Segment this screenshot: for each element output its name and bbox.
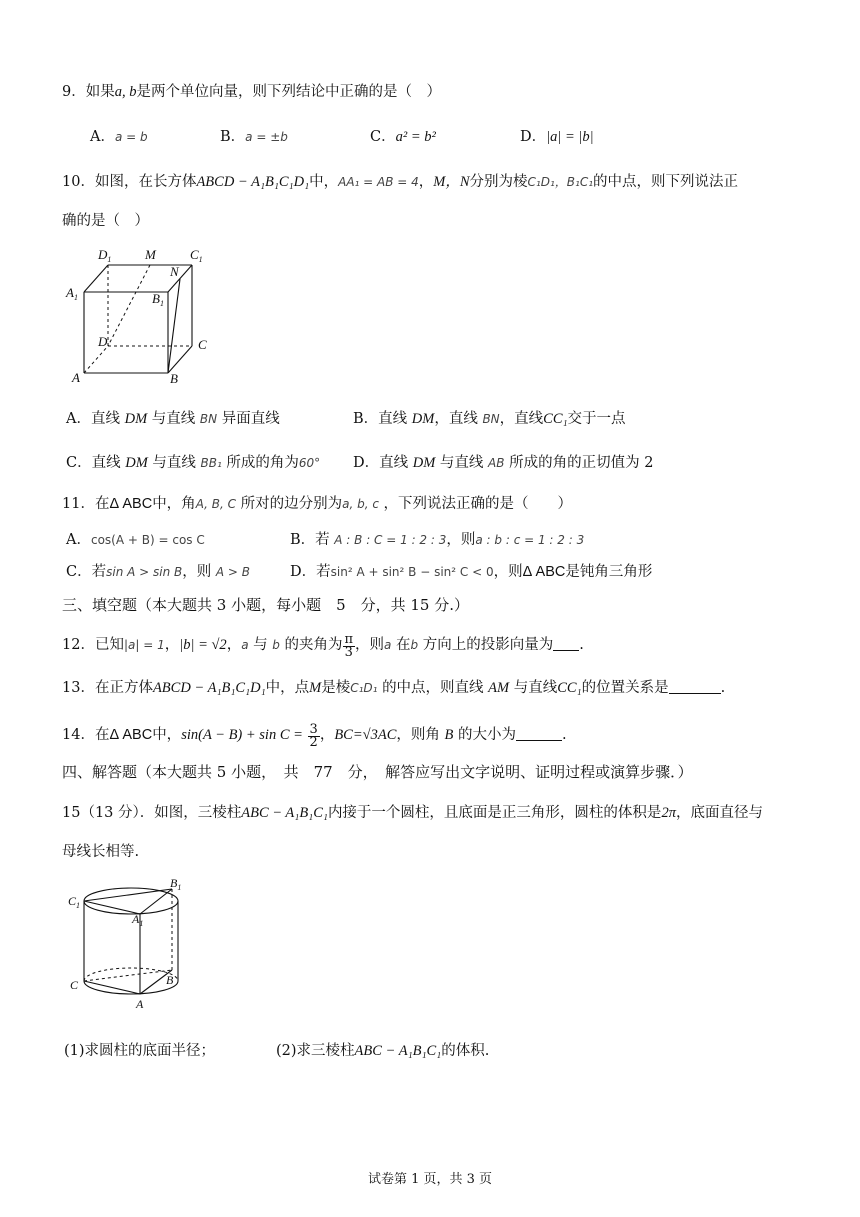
edge-ad-hidden [84, 346, 108, 373]
label-d1: $D_1$ [98, 247, 112, 264]
q11-option-c[interactable]: C．若sin A > sin B，则 A > B [66, 564, 250, 580]
q9-option-c[interactable]: C．a² = b² [370, 129, 436, 145]
q14-fraction: $\frac{3}{2}$ [309, 722, 318, 750]
q11-option-d[interactable]: D．若sin² A + sin² B − sin² C < 0，则Δ ABC是钝角三角形 [290, 564, 653, 580]
q11-option-a[interactable]: A．cos(A + B) = cos C [66, 532, 205, 548]
q9-option-a[interactable]: A．a = b [90, 129, 148, 145]
q12-stem: 12．已知|a| = 1，|b| = √2，a 与 b 的夹角为 $\frac{\pi}{3}$ ，则a 在b 方向上的投影向量为 . [62, 632, 584, 660]
q10-option-b[interactable]: B．直线 DM，直线 BN，直线CC₁交于一点 [353, 411, 626, 427]
q13-stem: 13．在正方体ABCD − A₁B₁C₁D₁中，点M是棱C₁D₁ 的中点，则直线 AM 与直线CC₁的位置关系是 . [62, 680, 726, 696]
label-a: A [136, 997, 144, 1011]
segment-dm-hidden [108, 265, 150, 346]
q15-part2: (2)求三棱柱ABC − A₁B₁C₁的体积. [276, 1043, 490, 1059]
q15-stem-line1: 15（13 分）．如图，三棱柱ABC − A₁B₁C₁内接于一个圆柱，且底面是正三角形，圆柱的体积是2π，底面直径与 [62, 805, 763, 821]
label-c: C [198, 337, 207, 352]
edge-bc [168, 346, 192, 373]
q11-stem: 11．在Δ ABC中，角A, B, C 所对的边分别为a, b, c ，下列说法正确的是（ ） [62, 496, 573, 512]
label-c: C [70, 978, 79, 992]
label-d: D [98, 334, 108, 349]
q15-stem-line2: 母线长相等. [62, 844, 140, 860]
q10-number: 10． [62, 174, 95, 190]
q9-vectors: a, b [114, 84, 137, 100]
page-footer: 试卷第 1 页，共 3 页 [367, 1172, 493, 1187]
label-a: A [72, 370, 80, 385]
label-a1: $A_1$ [132, 912, 144, 928]
q15-cylinder-figure [64, 876, 194, 1016]
q11-number: 11． [62, 496, 95, 512]
label-b1: $B_1$ [152, 291, 164, 308]
label-b: B [170, 371, 178, 386]
q12-fraction: $\frac{\pi}{3}$ [344, 632, 354, 660]
q9-option-b[interactable]: B．a = ±b [220, 129, 288, 145]
section-4-heading: 四、解答题（本大题共 5 小题， 共 77 分， 解答应写出文字说明、证明过程或演算步骤．） [62, 763, 693, 781]
q10-option-c[interactable]: C．直线 DM 与直线 BB₁ 所成的角为60° [66, 455, 321, 471]
q13-answer-blank[interactable] [669, 679, 721, 694]
q10-stem-line1: 10．如图，在长方体ABCD − A₁B₁C₁D₁中，AA₁ = AB = 4，M，N分别为棱C₁D₁，B₁C₁的中点，则下列说法正 [62, 174, 739, 190]
section-3-heading: 三、填空题（本大题共 3 小题，每小题 5 分，共 15 分.） [62, 596, 470, 614]
q9-stem: 9．如果a, b是两个单位向量，则下列结论中正确的是（ ） [62, 84, 441, 100]
label-m: M [145, 247, 156, 262]
q10-option-a[interactable]: A．直线 DM 与直线 BN 异面直线 [66, 411, 280, 427]
q11-option-b[interactable]: B．若 A : B : C = 1 : 2 : 3，则a : b : c = 1 : 2 : 3 [290, 532, 585, 548]
q14-answer-blank[interactable] [516, 726, 562, 741]
q9-number: 9． [62, 84, 86, 100]
q12-answer-blank[interactable] [553, 636, 579, 651]
q14-stem: 14．在Δ ABC中，sin(A − B) + sin C = $\frac{3}{2}$ ，BC=√3AC，则角 B 的大小为 . [62, 722, 567, 750]
q10-stem-line2: 确的是（ ） [62, 213, 149, 229]
segment-bn [168, 279, 180, 373]
label-c1: $C_1$ [68, 894, 81, 910]
q10-option-d[interactable]: D．直线 DM 与直线 AB 所成的角的正切值为 2 [353, 455, 654, 471]
top-ellipse [84, 888, 178, 914]
label-c1: $C_1$ [190, 247, 203, 264]
label-b: B [166, 973, 174, 987]
q10-box-figure [62, 240, 222, 388]
edge-ca [84, 981, 140, 994]
edge-a1d1 [84, 265, 108, 292]
q13-number: 13． [62, 680, 95, 696]
label-n: N [170, 264, 179, 279]
label-b1: $B_1$ [170, 876, 182, 892]
q9-option-d[interactable]: D．|a| = |b| [520, 129, 594, 145]
q15-part1: (1)求圆柱的底面半径； [64, 1043, 216, 1059]
q15-number: 15（13 分）． [62, 805, 155, 821]
label-a1: $A_1$ [66, 285, 78, 302]
q12-number: 12． [62, 637, 95, 653]
q14-number: 14． [62, 727, 95, 743]
